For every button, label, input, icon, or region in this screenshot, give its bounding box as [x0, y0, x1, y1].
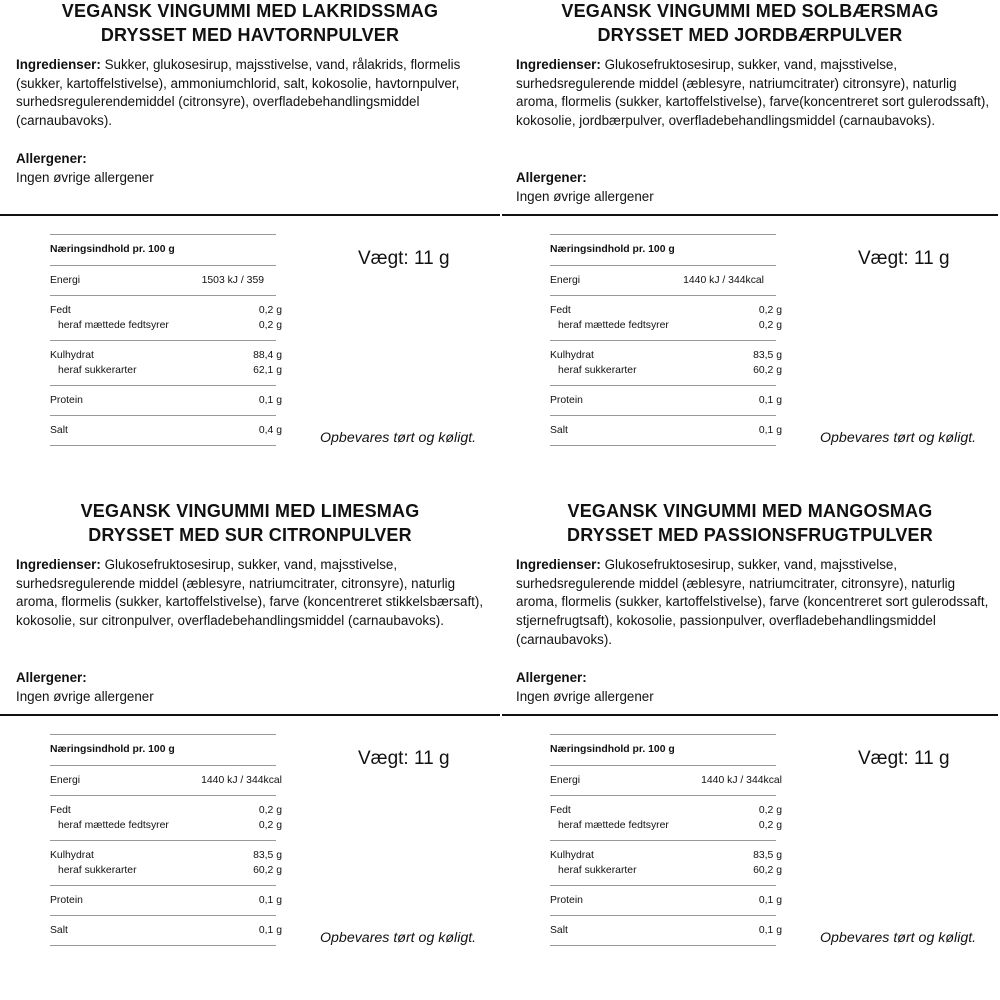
nutrition-row-energy [550, 273, 776, 288]
section-divider [0, 714, 500, 716]
fat-label: Fedt [50, 805, 71, 816]
sugars-value: 60,2 g [753, 365, 782, 376]
product-title [0, 0, 500, 47]
saturated-value: 0,2 g [258, 820, 282, 831]
ingredients-block [516, 556, 994, 650]
nutrition-row-fat [550, 803, 782, 818]
label-lakrids [0, 0, 500, 500]
nutrition-row-sugars [550, 863, 782, 878]
sugars-label: heraf sukkerarter [58, 365, 137, 376]
sugars-value: 62,1 g [253, 365, 282, 376]
fat-value: 0,2 g [758, 805, 782, 816]
carbs-label: Kulhydrat [50, 850, 94, 861]
energy-value: 1503 kJ / 359 [201, 275, 264, 286]
energy-value: 1440 kJ / 344kcal [201, 775, 282, 786]
protein-value: 0,1 g [258, 395, 282, 406]
allergens-block [16, 150, 486, 187]
label-solbaer [500, 0, 1000, 500]
nutrition-group-carbs [550, 341, 782, 386]
ingredients-label: Ingredienser: [16, 57, 101, 72]
saturated-label: heraf mættede fedtsyrer [558, 820, 669, 831]
nutrition-row-energy [50, 273, 276, 288]
nutrition-heading: Næringsindhold pr. 100 g [550, 734, 776, 766]
section-divider [502, 214, 998, 216]
ingredients-label: Ingredienser: [516, 57, 601, 72]
nutrition-row-salt [50, 423, 282, 438]
nutrition-group-energy [50, 266, 276, 296]
title-line-1: VEGANSK VINGUMMI MED SOLBÆRSMAG [561, 1, 939, 21]
salt-label: Salt [50, 925, 68, 936]
title-line-1: VEGANSK VINGUMMI MED MANGOSMAG [567, 501, 933, 521]
allergens-label: Allergener: [516, 670, 587, 685]
net-weight: Vægt: 11 g [358, 748, 450, 769]
nutrition-row-protein [50, 393, 282, 408]
saturated-value: 0,2 g [758, 820, 782, 831]
salt-label: Salt [50, 425, 68, 436]
storage-note: Opbevares tørt og køligt. [320, 930, 477, 946]
protein-label: Protein [50, 395, 83, 406]
net-weight: Vægt: 11 g [858, 248, 950, 269]
nutrition-group-salt [550, 416, 782, 446]
nutrition-heading: Næringsindhold pr. 100 g [50, 734, 276, 766]
salt-label: Salt [550, 925, 568, 936]
ingredients-text: Sukker, glukosesirup, majsstivelse, vand, rålakrids, flormelis (sukker, kartoffelstivelse), ammoniumchlorid, salt, kokosolie, havtornpulver, surhedsregulerendemiddel (citronsyre), overfladebehandlingsmiddel (carnaubavoks). [16, 57, 461, 129]
title-line-2: DRYSSET MED HAVTORNPULVER [100, 25, 400, 45]
nutrition-group-salt [550, 916, 782, 946]
fat-value: 0,2 g [258, 805, 282, 816]
saturated-label: heraf mættede fedtsyrer [58, 320, 169, 331]
section-divider [0, 214, 500, 216]
ingredients-text: Glukosefruktosesirup, sukker, vand, majsstivelse, surhedsregulerende middel (æblesyre, natriumcitrater, citronsyre), naturlig aroma, flormelis (sukker, kartoffelstivelse), farve (koncentreret sort gulerodssaft, stjernefrugtsaft), kokosolie, passionpulver, overfladebehandlingsmiddel (carnaubavoks). [516, 557, 989, 647]
sugars-label: heraf sukkerarter [58, 865, 137, 876]
nutrition-row-saturated [550, 818, 782, 833]
ingredients-text: Glukosefruktosesirup, sukker, vand, majsstivelse, surhedsregulerende middel (æblesyre, natriumcitrater) citronsyre), naturlig aroma, flormelis (sukker, kartoffelstivelse), farve(koncentreret sort gulerodssaft), kokosolie, jordbærpulver, overfladebehandlingsmiddel (carnaubavoks). [516, 57, 990, 129]
allergens-text: Ingen øvrige allergener [516, 188, 654, 204]
protein-value: 0,1 g [758, 895, 782, 906]
allergens-label: Allergener: [516, 170, 587, 185]
product-title [500, 499, 1000, 547]
nutrition-row-salt [550, 423, 782, 438]
carbs-value: 83,5 g [753, 850, 782, 861]
carbs-label: Kulhydrat [50, 350, 94, 361]
section-divider [502, 714, 998, 716]
carbs-value: 83,5 g [253, 850, 282, 861]
salt-value: 0,1 g [758, 425, 782, 436]
nutrition-group-protein [50, 386, 282, 416]
allergens-text: Ingen øvrige allergener [16, 688, 154, 704]
nutrition-heading: Næringsindhold pr. 100 g [550, 234, 776, 266]
storage-note: Opbevares tørt og køligt. [820, 430, 977, 446]
nutrition-row-carbs [50, 848, 282, 863]
carbs-label: Kulhydrat [550, 850, 594, 861]
nutrition-group-salt [50, 916, 282, 946]
net-weight: Vægt: 11 g [858, 748, 950, 769]
label-lime [0, 500, 500, 1000]
nutrition-heading: Næringsindhold pr. 100 g [50, 234, 276, 266]
nutrition-group-energy [550, 266, 776, 296]
nutrition-group-carbs [550, 841, 782, 886]
energy-label: Energi [50, 275, 81, 286]
nutrition-row-protein [550, 393, 782, 408]
nutrition-group-fat [550, 296, 782, 341]
nutrition-row-carbs [550, 348, 782, 363]
nutrition-row-sugars [50, 863, 282, 878]
carbs-value: 83,5 g [753, 350, 782, 361]
nutrition-table [50, 234, 282, 446]
saturated-label: heraf mættede fedtsyrer [58, 820, 169, 831]
nutrition-group-energy [550, 766, 782, 796]
energy-label: Energi [550, 275, 581, 286]
protein-label: Protein [550, 895, 583, 906]
salt-value: 0,1 g [758, 925, 782, 936]
salt-value: 0,4 g [258, 425, 282, 436]
label-mango [500, 500, 1000, 1000]
title-line-2: DRYSSET MED SUR CITRONPULVER [88, 525, 412, 545]
nutrition-row-saturated [550, 318, 782, 333]
title-line-1: VEGANSK VINGUMMI MED LAKRIDSSMAG [61, 1, 439, 21]
fat-value: 0,2 g [258, 305, 282, 316]
ingredients-block [16, 556, 494, 631]
allergens-text: Ingen øvrige allergener [516, 688, 654, 704]
storage-note: Opbevares tørt og køligt. [820, 930, 977, 946]
nutrition-group-protein [550, 886, 782, 916]
title-line-2: DRYSSET MED JORDBÆRPULVER [597, 25, 903, 45]
salt-label: Salt [550, 425, 568, 436]
saturated-value: 0,2 g [758, 320, 782, 331]
energy-label: Energi [50, 775, 81, 786]
nutrition-row-energy [550, 773, 782, 788]
sugars-value: 60,2 g [253, 865, 282, 876]
product-title [0, 499, 500, 547]
nutrition-row-saturated [50, 318, 282, 333]
storage-note: Opbevares tørt og køligt. [320, 430, 477, 446]
nutrition-row-salt [550, 923, 782, 938]
salt-value: 0,1 g [258, 925, 282, 936]
energy-label: Energi [550, 775, 581, 786]
ingredients-block [16, 56, 494, 131]
nutrition-group-fat [50, 796, 282, 841]
protein-label: Protein [550, 395, 583, 406]
nutrition-row-sugars [50, 363, 282, 378]
protein-value: 0,1 g [258, 895, 282, 906]
title-line-1: VEGANSK VINGUMMI MED LIMESMAG [80, 501, 420, 521]
net-weight: Vægt: 11 g [358, 248, 450, 269]
nutrition-row-saturated [50, 818, 282, 833]
protein-value: 0,1 g [758, 395, 782, 406]
fat-label: Fedt [550, 305, 571, 316]
nutrition-row-salt [50, 923, 282, 938]
nutrition-row-carbs [550, 848, 782, 863]
nutrition-group-fat [50, 296, 282, 341]
energy-value: 1440 kJ / 344kcal [701, 775, 782, 786]
nutrition-row-fat [550, 303, 782, 318]
allergens-label: Allergener: [16, 670, 87, 685]
nutrition-group-salt [50, 416, 282, 446]
nutrition-row-protein [50, 893, 282, 908]
nutrition-group-protein [550, 386, 782, 416]
nutrition-row-energy [50, 773, 282, 788]
fat-value: 0,2 g [758, 305, 782, 316]
energy-value: 1440 kJ / 344kcal [683, 275, 764, 286]
nutrition-row-sugars [550, 363, 782, 378]
saturated-label: heraf mættede fedtsyrer [558, 320, 669, 331]
allergens-block [516, 669, 986, 706]
nutrition-row-fat [50, 803, 282, 818]
carbs-value: 88,4 g [253, 350, 282, 361]
nutrition-group-carbs [50, 841, 282, 886]
nutrition-row-carbs [50, 348, 282, 363]
title-line-2: DRYSSET MED PASSIONSFRUGTPULVER [567, 525, 933, 545]
nutrition-group-fat [550, 796, 782, 841]
fat-label: Fedt [50, 305, 71, 316]
allergens-block [16, 669, 486, 706]
sugars-value: 60,2 g [753, 865, 782, 876]
nutrition-group-energy [50, 766, 282, 796]
ingredients-block [516, 56, 994, 131]
nutrition-table [550, 734, 782, 946]
nutrition-row-fat [50, 303, 282, 318]
allergens-block [516, 169, 986, 206]
carbs-label: Kulhydrat [550, 350, 594, 361]
protein-label: Protein [50, 895, 83, 906]
ingredients-text: Glukosefruktosesirup, sukker, vand, majsstivelse, surhedsregulerende middel (æblesyre, natriumcitrater, citronsyre), naturlig aroma, flormelis (sukker, kartoffelstivelse), farve (koncentreret stikkelsbærsaft), kokosolie, sur citronpulver, overfladebehandlingsmiddel (carnaubavoks). [16, 557, 484, 629]
ingredients-label: Ingredienser: [516, 557, 601, 572]
allergens-label: Allergener: [16, 151, 87, 166]
fat-label: Fedt [550, 805, 571, 816]
nutrition-group-protein [50, 886, 282, 916]
nutrition-table [550, 234, 782, 446]
nutrition-row-protein [550, 893, 782, 908]
ingredients-label: Ingredienser: [16, 557, 101, 572]
allergens-text: Ingen øvrige allergener [16, 169, 154, 185]
sugars-label: heraf sukkerarter [558, 865, 637, 876]
saturated-value: 0,2 g [258, 320, 282, 331]
nutrition-group-carbs [50, 341, 282, 386]
product-title [500, 0, 1000, 47]
nutrition-table [50, 734, 282, 946]
sugars-label: heraf sukkerarter [558, 365, 637, 376]
